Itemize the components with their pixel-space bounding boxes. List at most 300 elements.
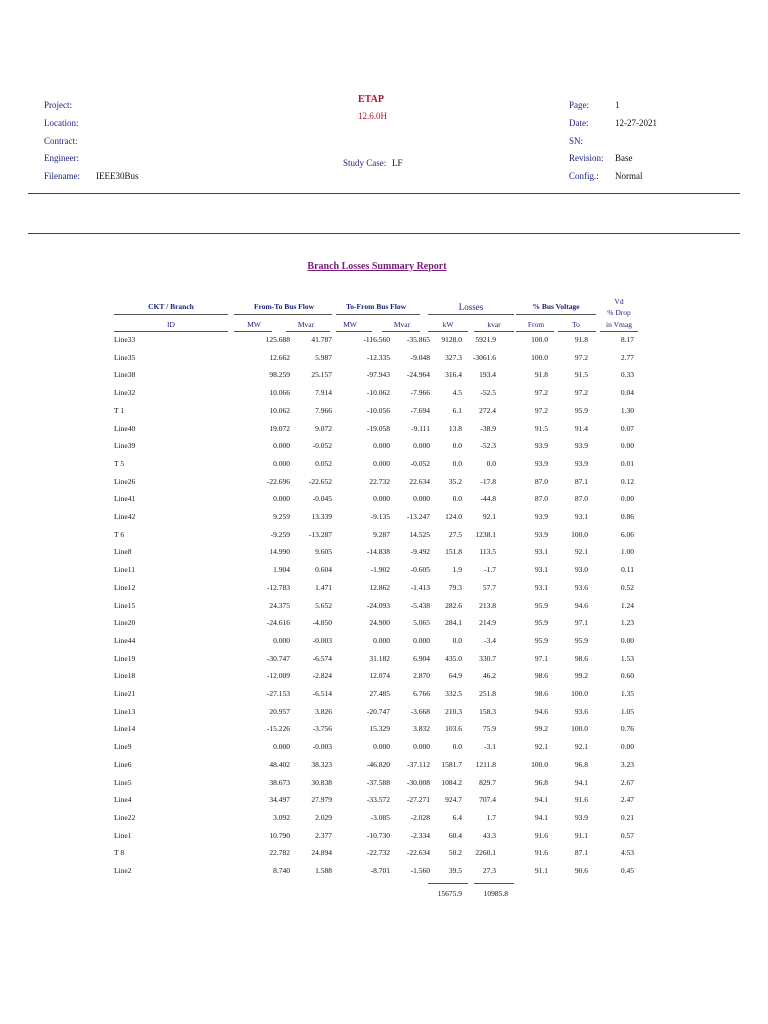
from-to-mw: 0.000 bbox=[273, 742, 290, 752]
losses-kvar: 57.7 bbox=[482, 582, 496, 592]
config-label: Config.: bbox=[569, 171, 599, 181]
voltage-to: 99.2 bbox=[574, 671, 588, 681]
voltage-from: 97.2 bbox=[534, 388, 548, 398]
filename-label: Filename: bbox=[44, 171, 80, 181]
vd-drop: 0.07 bbox=[620, 423, 634, 433]
from-to-mw: 125.688 bbox=[265, 335, 290, 344]
to-from-mvar: -1.560 bbox=[410, 866, 430, 875]
voltage-from: 87.0 bbox=[534, 494, 548, 504]
vd-drop: 1.23 bbox=[620, 618, 634, 628]
voltage-to: 91.6 bbox=[574, 795, 588, 805]
voltage-to: 100.0 bbox=[571, 529, 588, 539]
voltage-from: 94.1 bbox=[534, 812, 548, 822]
to-from-mw: 0.000 bbox=[373, 494, 390, 504]
branch-id: Line38 bbox=[114, 370, 136, 380]
branch-id: Line44 bbox=[114, 635, 136, 645]
to-from-mvar: -7.694 bbox=[410, 405, 430, 415]
table-row bbox=[0, 353, 768, 371]
vd-drop: 0.00 bbox=[620, 494, 634, 504]
losses-kvar: -52.3 bbox=[480, 441, 496, 451]
to-from-mw: -46.820 bbox=[366, 759, 390, 769]
vd-drop: 0.00 bbox=[620, 742, 634, 752]
branch-id: Line20 bbox=[114, 618, 136, 628]
branch-id: Line1 bbox=[114, 830, 132, 840]
losses-kw: 60.4 bbox=[448, 830, 462, 840]
losses-kw: 0.0 bbox=[452, 742, 462, 752]
col-kw: kW bbox=[442, 320, 454, 329]
losses-kw: 4.5 bbox=[452, 388, 462, 398]
losses-kw: 13.8 bbox=[448, 423, 462, 433]
losses-kvar: 113.5 bbox=[479, 547, 496, 557]
branch-id: Line19 bbox=[114, 653, 136, 663]
from-to-mvar: 5.987 bbox=[315, 352, 332, 362]
date-value: 12-27-2021 bbox=[615, 118, 657, 128]
voltage-to: 95.9 bbox=[574, 405, 588, 415]
losses-kw: 27.5 bbox=[448, 529, 462, 539]
from-to-mw: -9.259 bbox=[270, 529, 290, 539]
table-row bbox=[0, 866, 768, 884]
losses-kvar: 1211.8 bbox=[475, 759, 496, 769]
from-to-mvar: 3.826 bbox=[315, 706, 332, 716]
branch-id: Line35 bbox=[114, 352, 136, 362]
losses-kvar: 272.4 bbox=[479, 405, 496, 415]
losses-kvar: -1.7 bbox=[484, 565, 496, 575]
voltage-from: 97.2 bbox=[534, 405, 548, 415]
from-to-mvar: 9.605 bbox=[315, 547, 332, 557]
vd-drop: 0.76 bbox=[620, 724, 634, 734]
voltage-to: 94.1 bbox=[574, 777, 588, 787]
header-underline bbox=[428, 314, 514, 315]
from-to-mw: 0.000 bbox=[273, 458, 290, 468]
losses-kw: 1581.7 bbox=[441, 759, 462, 769]
to-from-mvar: -24.964 bbox=[406, 370, 430, 380]
table-row bbox=[0, 654, 768, 672]
header-underline bbox=[114, 314, 228, 315]
losses-kvar: 1238.1 bbox=[475, 529, 496, 539]
from-to-mw: 48.402 bbox=[269, 759, 290, 769]
vd-drop: 0.60 bbox=[620, 671, 634, 681]
losses-kw: 64.9 bbox=[448, 671, 462, 681]
losses-kvar: 27.3 bbox=[482, 866, 496, 875]
from-to-mw: 10.790 bbox=[269, 830, 290, 840]
from-to-mw: 34.497 bbox=[269, 795, 290, 805]
col-id: ID bbox=[167, 320, 175, 329]
from-to-mvar: 7.914 bbox=[315, 388, 332, 398]
branch-id: Line6 bbox=[114, 759, 132, 769]
vd-drop: 0.45 bbox=[620, 866, 634, 875]
to-from-mw: 12.074 bbox=[369, 671, 390, 681]
to-from-mvar: -5.438 bbox=[410, 600, 430, 610]
to-from-mw: -14.838 bbox=[366, 547, 390, 557]
voltage-to: 93.6 bbox=[574, 582, 588, 592]
header-underline bbox=[382, 331, 420, 332]
to-from-mvar: 0.000 bbox=[413, 494, 430, 504]
col-to-from: To-From Bus Flow bbox=[345, 302, 406, 311]
voltage-from: 93.1 bbox=[534, 565, 548, 575]
to-from-mvar: -7.966 bbox=[410, 388, 430, 398]
branch-id: Line32 bbox=[114, 388, 136, 398]
table-row bbox=[0, 689, 768, 707]
vd-drop: 1.53 bbox=[620, 653, 634, 663]
losses-kvar: 0.0 bbox=[486, 458, 496, 468]
from-to-mvar: 0.052 bbox=[315, 458, 332, 468]
header-underline bbox=[558, 331, 596, 332]
table-row bbox=[0, 477, 768, 495]
vd-drop: 0.52 bbox=[620, 582, 634, 592]
to-from-mvar: -3.668 bbox=[410, 706, 430, 716]
voltage-from: 91.6 bbox=[534, 848, 548, 858]
losses-kw: 6.4 bbox=[452, 812, 462, 822]
voltage-to: 93.0 bbox=[574, 565, 588, 575]
losses-kw: 39.5 bbox=[448, 866, 462, 875]
losses-kvar: 1.7 bbox=[486, 812, 496, 822]
col-in-vmag: in Vmag bbox=[606, 320, 632, 329]
voltage-to: 92.1 bbox=[574, 547, 588, 557]
header-underline bbox=[234, 331, 272, 332]
table-row bbox=[0, 813, 768, 831]
vd-drop: 0.01 bbox=[620, 458, 634, 468]
losses-kw: 924.7 bbox=[445, 795, 462, 805]
branch-id: Line12 bbox=[114, 582, 136, 592]
vd-drop: 8.17 bbox=[620, 335, 634, 344]
from-to-mvar: 27.979 bbox=[311, 795, 332, 805]
table-row bbox=[0, 601, 768, 619]
to-from-mw: -10.062 bbox=[366, 388, 390, 398]
from-to-mw: 24.375 bbox=[269, 600, 290, 610]
to-from-mvar: -22.634 bbox=[406, 848, 430, 858]
table-row bbox=[0, 831, 768, 849]
branch-id: Line9 bbox=[114, 742, 132, 752]
from-to-mw: -15.226 bbox=[266, 724, 290, 734]
table-row bbox=[0, 707, 768, 725]
table-row bbox=[0, 494, 768, 512]
from-to-mw: -12.009 bbox=[266, 671, 290, 681]
col-mw-to: MW bbox=[343, 320, 357, 329]
voltage-from: 100.0 bbox=[531, 335, 548, 344]
col-from: From bbox=[527, 320, 545, 329]
vd-drop: 0.86 bbox=[620, 512, 634, 521]
losses-kvar: 214.9 bbox=[479, 618, 496, 628]
voltage-from: 99.2 bbox=[534, 724, 548, 734]
from-to-mvar: -0.052 bbox=[312, 441, 332, 451]
branch-id: T 5 bbox=[114, 458, 125, 468]
from-to-mw: 22.782 bbox=[269, 848, 290, 858]
sn-label: SN: bbox=[569, 136, 584, 146]
col-vd: Vd bbox=[614, 297, 624, 306]
branch-id: Line42 bbox=[114, 512, 136, 521]
page-label: Page: bbox=[569, 100, 589, 110]
engineer-label: Engineer: bbox=[44, 153, 79, 163]
losses-kw: 151.8 bbox=[445, 547, 462, 557]
to-from-mvar: -13.247 bbox=[406, 512, 430, 521]
table-row bbox=[0, 618, 768, 636]
from-to-mw: -30.747 bbox=[266, 653, 290, 663]
losses-kvar: 46.2 bbox=[482, 671, 496, 681]
app-name: ETAP bbox=[358, 94, 384, 105]
col-bus-voltage: % Bus Voltage bbox=[532, 302, 580, 311]
from-to-mvar: -6.574 bbox=[312, 653, 332, 663]
from-to-mvar: -22.652 bbox=[308, 476, 332, 486]
vd-drop: 2.67 bbox=[620, 777, 634, 787]
to-from-mvar: 5.065 bbox=[413, 618, 430, 628]
to-from-mw: -97.943 bbox=[366, 370, 390, 380]
voltage-to: 91.4 bbox=[574, 423, 588, 433]
voltage-from: 94.1 bbox=[534, 795, 548, 805]
voltage-from: 94.6 bbox=[534, 706, 548, 716]
to-from-mw: 9.287 bbox=[373, 529, 390, 539]
totals-rule bbox=[474, 883, 514, 884]
to-from-mw: -9.135 bbox=[370, 512, 390, 521]
from-to-mw: 0.000 bbox=[273, 441, 290, 451]
losses-kw: 0.0 bbox=[452, 441, 462, 451]
voltage-from: 87.0 bbox=[534, 476, 548, 486]
branch-id: T 6 bbox=[114, 529, 125, 539]
voltage-from: 100.0 bbox=[531, 759, 548, 769]
header-underline bbox=[600, 331, 638, 332]
losses-kvar: 75.9 bbox=[482, 724, 496, 734]
losses-kvar: 213.8 bbox=[479, 600, 496, 610]
branch-id: Line4 bbox=[114, 795, 132, 805]
study-case-value: LF bbox=[392, 158, 403, 168]
branch-id: Line33 bbox=[114, 335, 136, 344]
voltage-to: 100.0 bbox=[571, 724, 588, 734]
table-row bbox=[0, 547, 768, 565]
from-to-mvar: 1.471 bbox=[315, 582, 332, 592]
table-row bbox=[0, 335, 768, 353]
to-from-mw: 12.862 bbox=[369, 582, 390, 592]
from-to-mvar: 24.894 bbox=[311, 848, 332, 858]
filename-value: IEEE30Bus bbox=[96, 171, 139, 181]
to-from-mw: -10.056 bbox=[366, 405, 390, 415]
voltage-to: 91.8 bbox=[574, 335, 588, 344]
table-row bbox=[0, 388, 768, 406]
voltage-to: 93.9 bbox=[574, 458, 588, 468]
losses-kvar: -3.4 bbox=[484, 635, 496, 645]
header-underline bbox=[516, 314, 596, 315]
voltage-from: 100.0 bbox=[531, 352, 548, 362]
to-from-mvar: -9.111 bbox=[411, 423, 430, 433]
to-from-mvar: -35.865 bbox=[406, 335, 430, 344]
losses-kvar: -3.1 bbox=[484, 742, 496, 752]
losses-kw: 1084.2 bbox=[441, 777, 462, 787]
losses-kw: 79.3 bbox=[448, 582, 462, 592]
total-kvar: 10985.8 bbox=[483, 889, 508, 898]
losses-kvar: -3061.6 bbox=[472, 352, 496, 362]
vd-drop: 1.24 bbox=[620, 600, 634, 610]
header-underline bbox=[516, 331, 554, 332]
header-underline bbox=[234, 314, 332, 315]
from-to-mvar: 13.339 bbox=[311, 512, 332, 521]
voltage-to: 94.6 bbox=[574, 600, 588, 610]
revision-label: Revision: bbox=[569, 153, 604, 163]
losses-kw: 316.4 bbox=[445, 370, 462, 380]
to-from-mw: 0.000 bbox=[373, 441, 390, 451]
to-from-mvar: -37.112 bbox=[407, 759, 430, 769]
voltage-from: 91.6 bbox=[534, 830, 548, 840]
losses-kvar: -17.8 bbox=[480, 476, 496, 486]
to-from-mvar: 0.000 bbox=[413, 441, 430, 451]
voltage-from: 96.8 bbox=[534, 777, 548, 787]
from-to-mvar: 2.029 bbox=[315, 812, 332, 822]
col-losses: Losses bbox=[458, 302, 484, 312]
header-underline bbox=[336, 331, 372, 332]
table-row bbox=[0, 370, 768, 388]
table-row bbox=[0, 459, 768, 477]
voltage-from: 91.5 bbox=[534, 423, 548, 433]
branch-id: Line39 bbox=[114, 441, 136, 451]
to-from-mw: -12.335 bbox=[366, 352, 390, 362]
branch-id: Line26 bbox=[114, 476, 136, 486]
to-from-mvar: -30.008 bbox=[406, 777, 430, 787]
to-from-mvar: 22.634 bbox=[409, 476, 430, 486]
voltage-to: 87.0 bbox=[574, 494, 588, 504]
losses-kvar: 158.3 bbox=[479, 706, 496, 716]
from-to-mvar: 38.323 bbox=[311, 759, 332, 769]
to-from-mw: -3.085 bbox=[370, 812, 390, 822]
vd-drop: 0.33 bbox=[620, 370, 634, 380]
losses-kvar: -38.9 bbox=[480, 423, 496, 433]
branch-id: Line22 bbox=[114, 812, 136, 822]
voltage-to: 92.1 bbox=[574, 742, 588, 752]
to-from-mw: -37.588 bbox=[366, 777, 390, 787]
vd-drop: 2.77 bbox=[620, 352, 634, 362]
voltage-from: 95.9 bbox=[534, 600, 548, 610]
header-underline bbox=[336, 314, 420, 315]
from-to-mvar: -4.850 bbox=[312, 618, 332, 628]
table-row bbox=[0, 512, 768, 530]
project-label: Project: bbox=[44, 100, 72, 110]
from-to-mvar: -13.287 bbox=[308, 529, 332, 539]
from-to-mw: 38.673 bbox=[269, 777, 290, 787]
config-value: Normal bbox=[615, 171, 643, 181]
table-row bbox=[0, 530, 768, 548]
to-from-mvar: -27.271 bbox=[406, 795, 430, 805]
to-from-mw: -22.732 bbox=[366, 848, 390, 858]
losses-kvar: 330.7 bbox=[479, 653, 496, 663]
to-from-mvar: -2.028 bbox=[410, 812, 430, 822]
table-row bbox=[0, 424, 768, 442]
report-divider bbox=[28, 233, 740, 234]
branch-id: Line18 bbox=[114, 671, 136, 681]
col-kvar: kvar bbox=[487, 320, 501, 329]
losses-kw: 124.0 bbox=[445, 512, 462, 521]
to-from-mw: -19.058 bbox=[366, 423, 390, 433]
to-from-mw: 24.900 bbox=[369, 618, 390, 628]
voltage-from: 98.6 bbox=[534, 689, 548, 698]
voltage-from: 92.1 bbox=[534, 742, 548, 752]
from-to-mvar: 41.787 bbox=[311, 335, 332, 344]
losses-kvar: 829.7 bbox=[479, 777, 496, 787]
from-to-mw: 3.092 bbox=[273, 812, 290, 822]
losses-kvar: 43.3 bbox=[482, 830, 496, 840]
losses-kw: 435.0 bbox=[445, 653, 462, 663]
totals-rule bbox=[428, 883, 468, 884]
voltage-from: 93.9 bbox=[534, 512, 548, 521]
from-to-mw: 0.000 bbox=[273, 635, 290, 645]
voltage-from: 98.6 bbox=[534, 671, 548, 681]
vd-drop: 1.35 bbox=[620, 689, 634, 698]
table-row bbox=[0, 742, 768, 760]
revision-value: Base bbox=[615, 153, 633, 163]
losses-kvar: 707.4 bbox=[479, 795, 496, 805]
from-to-mvar: -0.045 bbox=[312, 494, 332, 504]
voltage-from: 93.9 bbox=[534, 529, 548, 539]
losses-kvar: -52.5 bbox=[480, 388, 496, 398]
voltage-from: 93.9 bbox=[534, 458, 548, 468]
to-from-mvar: 6.904 bbox=[413, 653, 430, 663]
header-underline bbox=[428, 331, 468, 332]
to-from-mw: 15.329 bbox=[369, 724, 390, 734]
branch-id: Line41 bbox=[114, 494, 136, 504]
losses-kw: 0.0 bbox=[452, 458, 462, 468]
table-row bbox=[0, 671, 768, 689]
col-drop: % Drop bbox=[607, 308, 631, 317]
voltage-to: 97.1 bbox=[574, 618, 588, 628]
total-kw: 15675.9 bbox=[437, 889, 462, 898]
to-from-mw: 27.485 bbox=[369, 689, 390, 698]
vd-drop: 1.00 bbox=[620, 547, 634, 557]
table-row bbox=[0, 565, 768, 583]
from-to-mvar: 9.072 bbox=[315, 423, 332, 433]
losses-kw: 1.9 bbox=[452, 565, 462, 575]
vd-drop: 0.57 bbox=[620, 830, 634, 840]
to-from-mvar: -0.605 bbox=[410, 565, 430, 575]
col-from-to: From-To Bus Flow bbox=[253, 302, 314, 311]
header-underline bbox=[286, 331, 330, 332]
vd-drop: 0.00 bbox=[620, 441, 634, 451]
to-from-mw: -8.701 bbox=[370, 866, 390, 875]
voltage-from: 91.1 bbox=[534, 866, 548, 875]
to-from-mw: 0.000 bbox=[373, 635, 390, 645]
branch-id: Line5 bbox=[114, 777, 132, 787]
to-from-mvar: 0.000 bbox=[413, 742, 430, 752]
branch-id: Line40 bbox=[114, 423, 136, 433]
voltage-to: 90.6 bbox=[574, 866, 588, 875]
to-from-mvar: -0.052 bbox=[410, 458, 430, 468]
from-to-mvar: -0.003 bbox=[312, 635, 332, 645]
voltage-from: 93.1 bbox=[534, 547, 548, 557]
col-to: To bbox=[572, 320, 580, 329]
app-version: 12.6.0H bbox=[358, 111, 387, 121]
from-to-mw: -27.153 bbox=[266, 689, 290, 698]
losses-kw: 35.2 bbox=[448, 476, 462, 486]
voltage-from: 97.1 bbox=[534, 653, 548, 663]
table-row bbox=[0, 441, 768, 459]
losses-kw: 103.6 bbox=[445, 724, 462, 734]
from-to-mw: 12.662 bbox=[269, 352, 290, 362]
to-from-mw: 0.000 bbox=[373, 458, 390, 468]
from-to-mw: 10.066 bbox=[269, 388, 290, 398]
vd-drop: 0.00 bbox=[620, 635, 634, 645]
losses-kvar: 251.8 bbox=[479, 689, 496, 698]
from-to-mvar: 30.838 bbox=[311, 777, 332, 787]
losses-kw: 0.0 bbox=[452, 494, 462, 504]
to-from-mw: -116.560 bbox=[363, 335, 390, 344]
to-from-mw: -1.902 bbox=[370, 565, 390, 575]
vd-drop: 4.53 bbox=[620, 848, 634, 858]
from-to-mw: -22.696 bbox=[266, 476, 290, 486]
to-from-mvar: 2.870 bbox=[413, 671, 430, 681]
voltage-from: 93.9 bbox=[534, 441, 548, 451]
branch-id: Line11 bbox=[114, 565, 135, 575]
vd-drop: 1.30 bbox=[620, 405, 634, 415]
voltage-to: 91.5 bbox=[574, 370, 588, 380]
from-to-mvar: -0.003 bbox=[312, 742, 332, 752]
branch-id: Line2 bbox=[114, 866, 132, 875]
losses-kw: 9128.0 bbox=[441, 335, 462, 344]
report-title: Branch Losses Summary Report bbox=[307, 261, 447, 272]
branch-id: Line13 bbox=[114, 706, 136, 716]
